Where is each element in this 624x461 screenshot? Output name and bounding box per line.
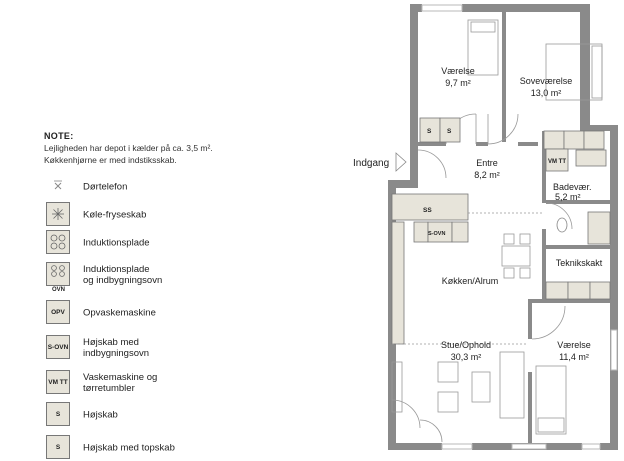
room-name: Stue/Ophold	[440, 340, 492, 350]
bath-area: 5,2 m²	[555, 192, 581, 202]
bath-name: Badevær.	[553, 182, 592, 192]
legend-label: Opvaskemaskine	[83, 307, 156, 319]
tall-cabinet-oven-icon: S-OVN	[46, 335, 70, 359]
room-name: Teknikskakt	[555, 258, 603, 268]
induction-hob-icon	[46, 230, 70, 254]
room-area: 11,4 m²	[559, 352, 589, 362]
tall-cabinet-top-icon: S	[46, 435, 70, 459]
corridor-cabinets	[546, 282, 610, 299]
toilet-icon	[557, 218, 567, 232]
s-ovn-label: S-OVN	[428, 231, 446, 237]
note-line-depot: Lejligheden har depot i kælder på ca. 3,5 m².	[44, 143, 213, 153]
room-name: Entre	[476, 158, 498, 168]
dishwasher-icon: OPV	[46, 300, 70, 324]
legend-item-hob-oven	[44, 262, 344, 293]
room-area: 8,2 m²	[474, 170, 500, 180]
legend-item-tall-oven	[44, 335, 344, 361]
legend-item-tall-top-cabinet	[44, 435, 344, 461]
kitchen-counter	[392, 194, 468, 344]
ss-label: SS	[423, 207, 432, 214]
room-name: Værelse	[557, 340, 591, 350]
legend-item-washer-dryer	[44, 370, 344, 396]
legend-label: Induktionsplade og indbygningsovn	[83, 264, 163, 286]
wardrobe-label: S	[427, 128, 432, 135]
room-area: 30,3 m²	[450, 352, 482, 362]
room-name: Soveværelse	[519, 76, 573, 86]
washer-dryer-icon: VM TT	[46, 370, 70, 394]
note-title: NOTE:	[44, 131, 74, 141]
room-name: Køkken/Alrum	[441, 276, 499, 286]
legend-item-tall-cabinet	[44, 402, 344, 428]
entrance-marker-icon	[396, 153, 406, 171]
legend-item-induction	[44, 230, 344, 256]
note-line-kitchen: Køkkenhjørne er med indstiksskab.	[44, 155, 177, 165]
legend-label: Dørtelefon	[83, 181, 128, 193]
legend-label: Højskab med indbygningsovn	[83, 337, 150, 359]
entrance-label: Indgang	[353, 158, 390, 169]
legend-item-door-phone	[44, 174, 344, 200]
legend-label: Højskab med topskab	[83, 442, 175, 454]
room-area: 13,0 m²	[530, 88, 562, 98]
bed-room2	[536, 366, 566, 434]
room-name: Værelse	[441, 66, 475, 76]
hob-oven-icon	[46, 262, 70, 286]
fridge-freezer-icon	[46, 202, 70, 226]
wardrobe-label: S	[447, 128, 452, 135]
legend-label: Induktionsplade	[83, 237, 150, 249]
dining-set	[502, 234, 530, 278]
washer-dryer-label: VM TT	[548, 159, 566, 165]
legend-item-dishwasher	[44, 300, 344, 326]
door-phone-icon	[46, 174, 70, 198]
tall-cabinet-icon: S	[46, 402, 70, 426]
room-area: 9,7 m²	[445, 78, 471, 88]
legend-item-fridge	[44, 202, 344, 228]
oven-symbol-text: OVN	[52, 287, 66, 293]
legend-label: Højskab	[83, 409, 118, 421]
legend-label: Køle-fryseskab	[83, 209, 147, 221]
floor-plan	[353, 0, 624, 459]
legend-label: Vaskemaskine og tørretumbler	[83, 372, 158, 394]
